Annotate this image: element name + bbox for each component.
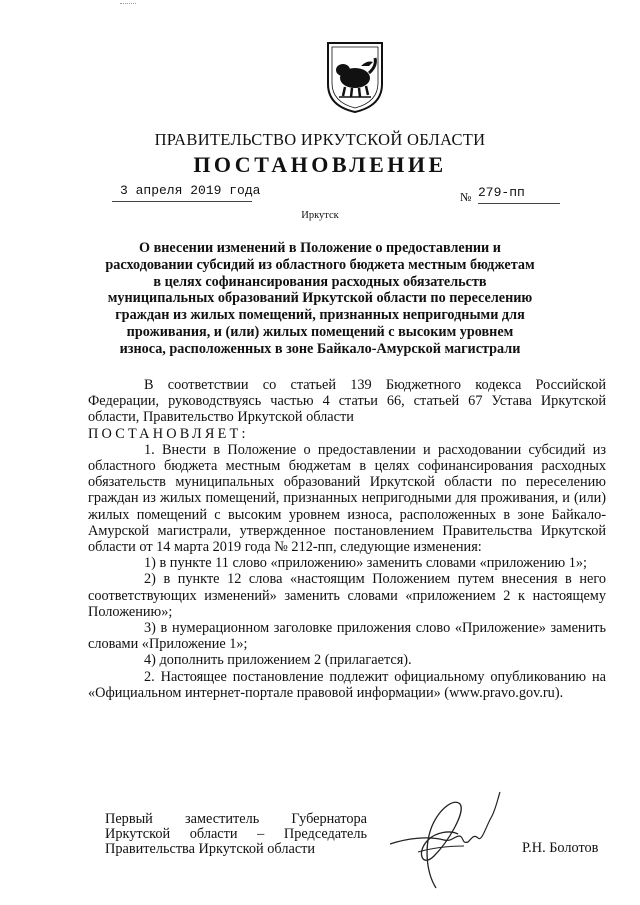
item-1-4-paragraph: 4) дополнить приложением 2 (прилагается). xyxy=(144,652,412,669)
item-1-3-paragraph: 3) в нумерационном заголовке приложения слово «Приложение» заменить словами «Приложение 1»; xyxy=(88,620,606,653)
document-type: ПОСТАНОВЛЕНИЕ xyxy=(193,152,447,177)
government-name: ПРАВИТЕЛЬСТВО ИРКУТСКОЙ ОБЛАСТИ xyxy=(154,130,486,149)
resolves-heading: ПОСТАНОВЛЯЕТ: xyxy=(88,425,249,442)
number-underline xyxy=(478,203,560,204)
item-1-1-paragraph: 1) в пункте 11 слово «приложению» заменить словами «приложению 1»; xyxy=(144,555,588,572)
preamble-paragraph: В соответствии со статьей 139 Бюджетного кодекса Российской Федерации, руководствуясь частью 4 статьи 66, статьей 67 Устава Иркутской области, Правительство Иркутской области xyxy=(88,377,606,426)
date-underline xyxy=(112,201,252,202)
item-2-paragraph: 2. Настоящее постановление подлежит официальному опубликованию на «Официальном интернет-портале правовой информации» (www.pravo.gov.ru). xyxy=(88,668,606,701)
document-date: 3 апреля 2019 года xyxy=(120,183,261,198)
document-number: 279-пп xyxy=(478,185,525,200)
item-1-paragraph: 1. Внести в Положение о предоставлении и расходовании субсидий из областного бюджета местным бюджетам в целях софинансирования расходных обязательств муниципальных образований Иркутской области по переселению граждан из жилых помещений, признанных непригодными для проживания, и (или) жилых помещений с высоким уровнем износа, расположенных в зоне Байкало-Амурской магистрали, утвержденное постановлением Правительства Иркутской области от 14 марта 2019 года № 212-пп, следующие изменения: xyxy=(88,441,606,556)
item-1-2-paragraph: 2) в пункте 12 слова «настоящим Положением путем внесения в него соответствующих изменений» заменить словами «приложением 2 к настоящему Положению»; xyxy=(88,571,606,620)
city: Иркутск xyxy=(301,210,339,221)
position-line: Правительства Иркутской области xyxy=(105,841,316,857)
number-sign: № xyxy=(460,190,472,204)
scan-mark xyxy=(120,3,136,4)
position-line: Иркутской области – Председатель xyxy=(105,826,367,842)
position-line: Первый заместитель Губернатора xyxy=(105,811,367,827)
coat-of-arms-icon xyxy=(325,40,385,114)
handwritten-signature xyxy=(388,786,503,891)
signatory-name: Р.Н. Болотов xyxy=(522,840,599,856)
document-title: О внесении изменений в Положение о предоставлении и расходовании субсидий из областного бюджета местным бюджетам в целях софинансирования расходных обязательств муниципальных образований Иркутской области по переселению граждан из жилых помещений, признанных непригодными для проживания, и (или) жилых помещений с высоким уровнем износа, расположенных в зоне Байкало-Амурской магистрали xyxy=(105,240,535,357)
document-body xyxy=(88,377,606,701)
signatory-position xyxy=(105,812,367,857)
